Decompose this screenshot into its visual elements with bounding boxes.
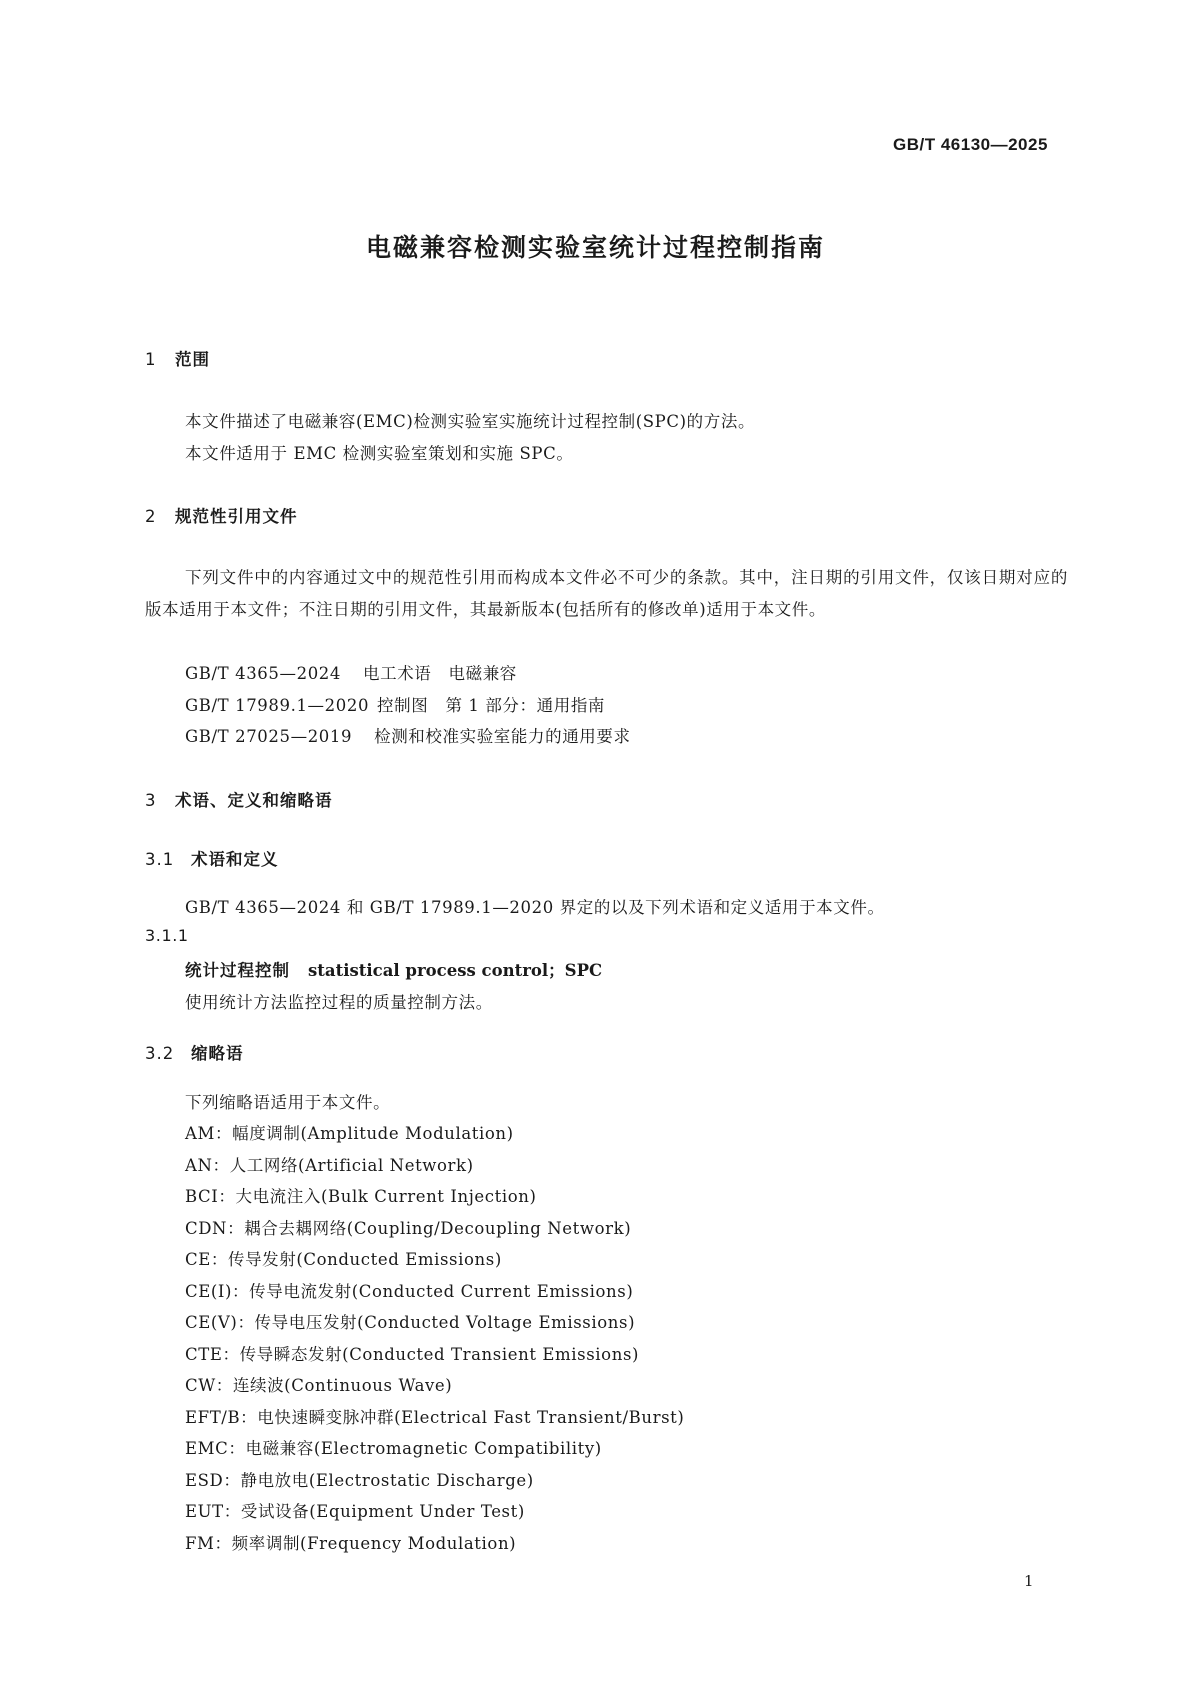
abbreviation-item: BCI：大电流注入(Bulk Current Injection) [185,1187,537,1206]
section-title: 术语、定义和缩略语 [175,791,333,810]
subsection-title: 缩略语 [191,1044,244,1063]
reference-item [185,660,517,684]
section-2-heading [145,503,298,527]
subsection-number: 3.2 [145,1044,175,1063]
abbreviation-item: AM：幅度调制(Amplitude Modulation) [185,1124,514,1143]
term-definition: 使用统计方法监控过程的质量控制方法。 [185,993,493,1012]
paragraph: 本文件适用于 EMC 检测实验室策划和实施 SPC。 [185,444,574,463]
subsection-number: 3.1 [145,850,175,869]
page-number: 1 [1024,1572,1034,1590]
reference-title: 控制图 第 1 部分：通用指南 [377,696,606,715]
reference-item [185,723,631,747]
abbreviation-item: CE(I)：传导电流发射(Conducted Current Emissions) [185,1282,634,1301]
abbreviation-item: AN：人工网络(Artificial Network) [185,1156,474,1175]
abbreviation-item: CE(V)：传导电压发射(Conducted Voltage Emissions) [185,1313,636,1332]
normative-references-paragraph: 下列文件中的内容通过文中的规范性引用而构成本文件必不可少的条款。其中，注日期的引用文件，仅该日期对应的版本适用于本文件；不注日期的引用文件，其最新版本(包括所有的修改单)适用于本文件。 [145,568,1068,619]
reference-code: GB/T 4365—2024 [185,664,341,683]
section-number: 2 [145,507,157,526]
abbreviation-item: CDN：耦合去耦网络(Coupling/Decoupling Network) [185,1219,632,1238]
document-title: 电磁兼容检测实验室统计过程控制指南 [365,233,825,262]
standard-number: GB/T 46130—2025 [893,135,1048,154]
subsection-3-2-heading [145,1040,244,1064]
abbreviation-item: EMC：电磁兼容(Electromagnetic Compatibility) [185,1439,602,1458]
abbreviations-intro: 下列缩略语适用于本文件。 [185,1093,391,1112]
section-number: 3 [145,791,157,810]
reference-code: GB/T 27025—2019 [185,727,353,746]
reference-title: 电工术语 电磁兼容 [363,664,517,683]
subsection-3-1-heading [145,846,279,870]
term-entry-number: 3.1.1 [145,926,189,945]
abbreviation-item: EFT/B：电快速瞬变脉冲群(Electrical Fast Transient/Burst) [185,1408,685,1427]
abbreviation-item: CTE：传导瞬态发射(Conducted Transient Emissions) [185,1345,640,1364]
abbreviation-item: FM：频率调制(Frequency Modulation) [185,1534,517,1553]
term-heading [185,957,602,981]
reference-code: GB/T 17989.1—2020 [185,696,370,715]
term-en: statistical process control；SPC [308,961,603,980]
abbreviation-item: CE：传导发射(Conducted Emissions) [185,1250,502,1269]
paragraph: 本文件描述了电磁兼容(EMC)检测实验室实施统计过程控制(SPC)的方法。 [185,412,756,431]
paragraph: GB/T 4365—2024 和 GB/T 17989.1—2020 界定的以及下列术语和定义适用于本文件。 [185,898,885,917]
term-zh: 统计过程控制 [185,961,290,980]
reference-title: 检测和校准实验室能力的通用要求 [374,727,631,746]
section-3-heading [145,787,333,811]
section-title: 规范性引用文件 [175,507,298,526]
section-title: 范围 [175,350,210,369]
section-1-heading [145,346,210,370]
abbreviation-item: CW：连续波(Continuous Wave) [185,1376,453,1395]
subsection-title: 术语和定义 [191,850,279,869]
reference-item [185,692,605,716]
section-number: 1 [145,350,157,369]
abbreviation-item: EUT：受试设备(Equipment Under Test) [185,1502,525,1521]
abbreviation-item: ESD：静电放电(Electrostatic Discharge) [185,1471,534,1490]
